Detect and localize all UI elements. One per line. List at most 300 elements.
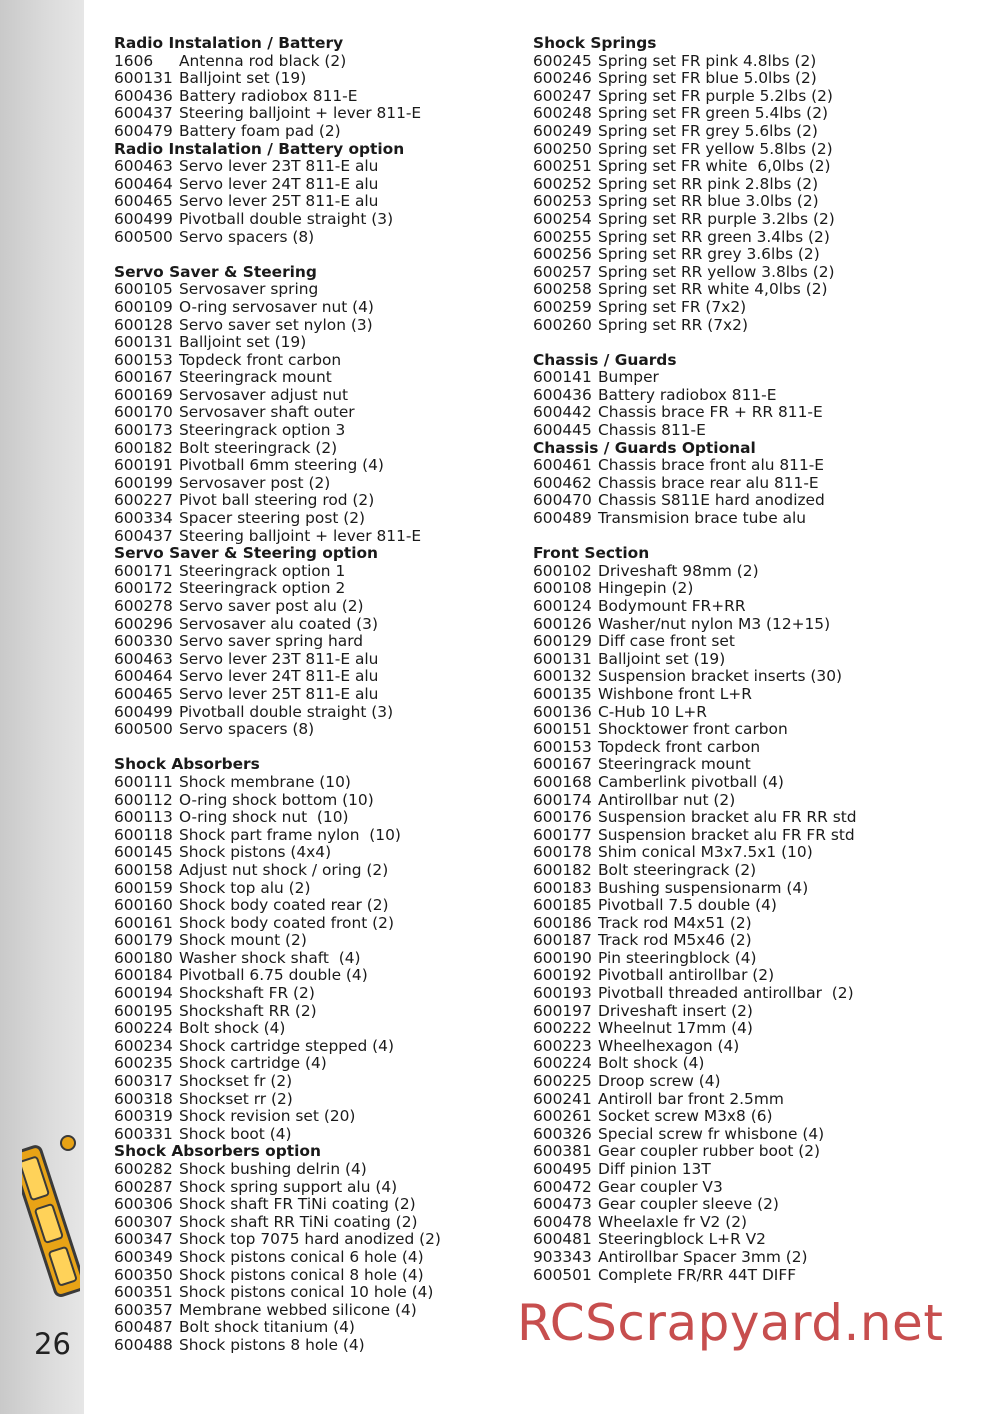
part-number: 600296 (114, 614, 173, 633)
part-description: Spring set RR white 4,0lbs (2) (598, 280, 828, 299)
part-number: 600500 (114, 720, 173, 739)
part-number: 600261 (533, 1107, 592, 1126)
part-number: 600499 (114, 209, 173, 228)
part-row (114, 176, 524, 194)
part-description: Spacer steering post (2) (179, 509, 366, 528)
part-number: 600249 (533, 121, 592, 140)
part-row (533, 1267, 973, 1285)
part-number: 600254 (533, 209, 592, 228)
part-number: 600124 (533, 597, 592, 615)
part-row (114, 457, 524, 475)
part-number: 600351 (114, 1283, 173, 1302)
part-description: Driveshaft insert (2) (598, 1001, 753, 1020)
part-row (533, 53, 973, 71)
part-description: Shock cartridge (4) (179, 1054, 327, 1073)
part-row (533, 510, 973, 528)
part-number: 600488 (114, 1335, 173, 1354)
part-description: Shock membrane (10) (179, 772, 351, 791)
part-row (533, 880, 973, 898)
part-description: Track rod M4x51 (2) (598, 913, 752, 932)
part-row (114, 1108, 524, 1126)
part-row (114, 369, 524, 387)
part-description: Servosaver spring (179, 280, 319, 299)
part-number: 600128 (114, 315, 173, 334)
part-number: 600445 (533, 421, 592, 440)
part-row (533, 915, 973, 933)
part-description: Washer shock shaft (4) (179, 948, 361, 967)
part-row (533, 1231, 973, 1249)
part-row (114, 827, 524, 845)
part-description: Bushing suspensionarm (4) (598, 878, 809, 897)
part-row (114, 985, 524, 1003)
part-row (533, 862, 973, 880)
part-row (114, 862, 524, 880)
part-row (533, 141, 973, 159)
part-description: Spring set RR grey 3.6lbs (2) (598, 245, 820, 264)
part-number: 903343 (533, 1247, 592, 1266)
part-row (533, 246, 973, 264)
part-row (114, 1020, 524, 1038)
part-row (114, 510, 524, 528)
part-number: 600317 (114, 1072, 173, 1091)
part-number: 600108 (533, 579, 592, 598)
part-number: 600197 (533, 1001, 592, 1020)
part-number: 600479 (114, 121, 173, 140)
part-row (533, 1073, 973, 1091)
part-row (114, 404, 524, 422)
part-row (533, 193, 973, 211)
page-sidebar (0, 0, 84, 1414)
part-description: Servosaver alu coated (3) (179, 614, 378, 633)
part-number: 600174 (533, 790, 592, 809)
part-row (533, 70, 973, 88)
part-description: Spring set RR (7x2) (598, 315, 748, 334)
part-number: 600109 (114, 297, 173, 316)
part-row (533, 1249, 973, 1267)
part-description: Spring set RR pink 2.8lbs (2) (598, 174, 819, 193)
part-description: Pivotball 6.75 double (4) (179, 966, 368, 985)
part-description: Shock pistons (4x4) (179, 843, 332, 862)
part-number: 600307 (114, 1212, 173, 1231)
part-description: Pivotball double straight (3) (179, 702, 394, 721)
part-number: 600326 (533, 1124, 592, 1143)
part-row (533, 1003, 973, 1021)
part-row (533, 809, 973, 827)
part-description: Pivotball threaded antirollbar (2) (598, 984, 854, 1003)
part-description: Pivotball double straight (3) (179, 209, 394, 228)
part-description: Battery foam pad (2) (179, 121, 341, 140)
part-number: 600253 (533, 192, 592, 211)
part-description: Antenna rod black (2) (179, 51, 347, 70)
part-number: 600437 (114, 526, 173, 545)
part-row (114, 915, 524, 933)
part-row (533, 633, 973, 651)
section-heading: Shock Absorbers option (114, 1142, 321, 1161)
part-description: Shock pistons conical 8 hole (4) (179, 1265, 424, 1284)
part-number: 600161 (114, 913, 173, 932)
part-number: 600224 (114, 1019, 173, 1038)
section-heading: Servo Saver & Steering option (114, 544, 379, 563)
part-description: Special screw fr whisbone (4) (598, 1124, 825, 1143)
part-number: 600194 (114, 984, 173, 1003)
part-number: 600319 (114, 1107, 173, 1126)
part-description: Spring set FR white 6,0lbs (2) (598, 157, 831, 176)
part-number: 600199 (114, 473, 173, 492)
part-number: 600178 (533, 843, 592, 862)
part-description: Steeringrack mount (598, 755, 751, 774)
part-row (114, 123, 524, 141)
part-row (114, 158, 524, 176)
part-number: 600260 (533, 315, 592, 334)
part-row (533, 492, 973, 510)
part-description: Antirollbar Spacer 3mm (2) (598, 1247, 808, 1266)
part-description: Spring set FR purple 5.2lbs (2) (598, 86, 833, 105)
part-number: 600192 (533, 966, 592, 985)
part-description: Spring set RR purple 3.2lbs (2) (598, 209, 835, 228)
part-number: 600158 (114, 860, 173, 879)
part-number: 600160 (114, 896, 173, 915)
part-row (114, 1161, 524, 1179)
part-description: Servo saver post alu (2) (179, 597, 364, 615)
part-number: 600235 (114, 1054, 173, 1073)
part-row (114, 299, 524, 317)
watermark: RCScrapyard.net (517, 1294, 944, 1352)
part-number: 600495 (533, 1160, 592, 1178)
part-row (533, 229, 973, 247)
section-heading: Radio Instalation / Battery (114, 34, 344, 52)
part-row (533, 387, 973, 405)
part-row (114, 563, 524, 581)
part-row (533, 1143, 973, 1161)
part-description: Topdeck front carbon (598, 737, 761, 756)
part-number: 600153 (533, 737, 592, 756)
part-row (114, 352, 524, 370)
part-number: 600499 (114, 702, 173, 721)
part-description: Servosaver post (2) (179, 473, 331, 492)
part-number: 600234 (114, 1036, 173, 1055)
part-number: 600248 (533, 104, 592, 123)
part-row (533, 616, 973, 634)
part-description: Servo lever 24T 811-E alu (179, 667, 379, 686)
section-spacer (533, 528, 973, 546)
part-number: 600464 (114, 174, 173, 193)
part-row (114, 721, 524, 739)
part-number: 600112 (114, 790, 173, 809)
part-row (114, 967, 524, 985)
part-description: Suspension bracket alu FR FR std (598, 825, 855, 844)
part-description: Chassis brace rear alu 811-E (598, 473, 819, 492)
part-row (533, 422, 973, 440)
part-description: Shock part frame nylon (10) (179, 825, 401, 844)
part-number: 600172 (114, 579, 173, 598)
part-number: 600179 (114, 931, 173, 950)
part-number: 600246 (533, 69, 592, 88)
part-row (114, 1249, 524, 1267)
part-description: Servo lever 24T 811-E alu (179, 174, 379, 193)
part-number: 600252 (533, 174, 592, 193)
part-description: Bodymount FR+RR (598, 597, 746, 615)
part-description: C-Hub 10 L+R (598, 702, 707, 721)
part-number: 600224 (533, 1054, 592, 1073)
part-number: 600186 (533, 913, 592, 932)
part-description: Camberlink pivotball (4) (598, 772, 784, 791)
part-description: Servo lever 25T 811-E alu (179, 192, 379, 211)
part-row (533, 932, 973, 950)
part-row (114, 774, 524, 792)
part-description: Servo saver set nylon (3) (179, 315, 373, 334)
part-number: 600350 (114, 1265, 173, 1284)
part-description: Shock shaft FR TiNi coating (2) (179, 1195, 416, 1214)
part-row (114, 880, 524, 898)
part-number: 600145 (114, 843, 173, 862)
part-row (114, 88, 524, 106)
part-row (533, 704, 973, 722)
part-number: 600349 (114, 1247, 173, 1266)
part-description: Suspension bracket alu FR RR std (598, 808, 857, 827)
part-row (533, 651, 973, 669)
part-row (533, 1196, 973, 1214)
part-number: 600334 (114, 509, 173, 528)
part-number: 600436 (533, 385, 592, 404)
part-row (114, 844, 524, 862)
brand-logo-icon (22, 1125, 80, 1310)
part-description: Shock shaft RR TiNi coating (2) (179, 1212, 418, 1231)
part-description: Battery radiobox 811-E (179, 86, 358, 105)
part-description: Steeringrack option 1 (179, 561, 346, 580)
part-number: 600159 (114, 878, 173, 897)
part-description: Chassis S811E hard anodized (598, 491, 825, 510)
part-row (533, 1091, 973, 1109)
part-row (114, 897, 524, 915)
part-description: Spring set FR blue 5.0lbs (2) (598, 69, 817, 88)
part-description: Shock top alu (2) (179, 878, 311, 897)
part-row (114, 1214, 524, 1232)
part-number: 600141 (533, 368, 592, 387)
part-description: Servo lever 23T 811-E alu (179, 649, 379, 668)
part-row (533, 1161, 973, 1179)
part-description: Shockset fr (2) (179, 1072, 293, 1091)
part-description: Spring set FR yellow 5.8lbs (2) (598, 139, 833, 158)
part-number: 600500 (114, 227, 173, 246)
part-row (533, 264, 973, 282)
part-number: 600183 (533, 878, 592, 897)
part-description: Spring set RR green 3.4lbs (2) (598, 227, 830, 246)
part-description: Battery radiobox 811-E (598, 385, 777, 404)
part-row (114, 932, 524, 950)
part-row (533, 844, 973, 862)
part-number: 1606 (114, 51, 154, 70)
part-row (114, 1319, 524, 1337)
part-row (533, 299, 973, 317)
part-row (114, 686, 524, 704)
part-row (114, 633, 524, 651)
part-description: Shock boot (4) (179, 1124, 292, 1143)
part-number: 600176 (533, 808, 592, 827)
part-row (533, 827, 973, 845)
part-number: 600111 (114, 772, 173, 791)
part-row (533, 105, 973, 123)
part-description: Servo lever 25T 811-E alu (179, 684, 379, 703)
part-description: Steering balljoint + lever 811-E (179, 104, 422, 123)
part-description: Steeringblock L+R V2 (598, 1230, 766, 1249)
part-number: 600223 (533, 1036, 592, 1055)
part-description: Pivotball 6mm steering (4) (179, 456, 384, 475)
part-row (114, 475, 524, 493)
part-number: 600463 (114, 649, 173, 668)
part-number: 600190 (533, 948, 592, 967)
part-number: 600478 (533, 1212, 592, 1231)
part-description: Shock bushing delrin (4) (179, 1160, 367, 1178)
page-number: 26 (34, 1327, 71, 1361)
part-row (533, 686, 973, 704)
part-number: 600187 (533, 931, 592, 950)
part-row (114, 1231, 524, 1249)
part-number: 600278 (114, 597, 173, 615)
part-description: Transmision brace tube alu (598, 509, 807, 528)
part-row (114, 211, 524, 229)
part-row (114, 616, 524, 634)
section-heading: Chassis / Guards Optional (533, 438, 756, 457)
part-row (533, 1020, 973, 1038)
part-number: 600227 (114, 491, 173, 510)
part-number: 600105 (114, 280, 173, 299)
part-row (114, 792, 524, 810)
part-row (114, 1055, 524, 1073)
part-description: Complete FR/RR 44T DIFF (598, 1265, 797, 1284)
part-description: Gear coupler V3 (598, 1177, 723, 1196)
part-row (533, 317, 973, 335)
part-description: Servo lever 23T 811-E alu (179, 157, 379, 176)
part-row (533, 756, 973, 774)
part-description: Shock body coated front (2) (179, 913, 394, 932)
part-description: Chassis brace FR + RR 811-E (598, 403, 823, 422)
part-row (533, 668, 973, 686)
part-description: Chassis 811-E (598, 421, 706, 440)
part-number: 600153 (114, 350, 173, 369)
part-number: 600131 (114, 333, 173, 352)
part-number: 600132 (533, 667, 592, 686)
part-number: 600287 (114, 1177, 173, 1196)
part-row (533, 281, 973, 299)
part-description: Shock mount (2) (179, 931, 307, 950)
part-row (114, 1003, 524, 1021)
part-description: Shock top 7075 hard anodized (2) (179, 1230, 441, 1249)
part-description: Spring set FR grey 5.6lbs (2) (598, 121, 818, 140)
part-number: 600169 (114, 385, 173, 404)
part-description: Pin steeringblock (4) (598, 948, 757, 967)
part-row (114, 70, 524, 88)
part-number: 600245 (533, 51, 592, 70)
part-number: 600357 (114, 1300, 173, 1319)
part-number: 600462 (533, 473, 592, 492)
part-number: 600102 (533, 561, 592, 580)
part-description: Shock pistons 8 hole (4) (179, 1335, 365, 1354)
part-row (114, 651, 524, 669)
part-row (533, 580, 973, 598)
part-description: Hingepin (2) (598, 579, 694, 598)
part-description: Shock pistons conical 10 hole (4) (179, 1283, 434, 1302)
section-spacer (114, 246, 524, 264)
part-number: 600257 (533, 262, 592, 281)
part-description: Bolt steeringrack (2) (179, 438, 338, 457)
part-description: Bolt steeringrack (2) (598, 860, 757, 879)
part-number: 600331 (114, 1124, 173, 1143)
part-number: 600259 (533, 297, 592, 316)
part-description: Servosaver adjust nut (179, 385, 349, 404)
part-row (114, 1091, 524, 1109)
part-row (114, 1196, 524, 1214)
part-number: 600182 (114, 438, 173, 457)
part-description: Topdeck front carbon (179, 350, 342, 369)
part-row (114, 1267, 524, 1285)
section-spacer (533, 334, 973, 352)
part-description: Antirollbar nut (2) (598, 790, 736, 809)
part-description: Servo saver spring hard (179, 632, 364, 651)
part-row (114, 1038, 524, 1056)
part-row (114, 193, 524, 211)
part-description: Bolt shock titanium (4) (179, 1318, 355, 1337)
part-number: 600247 (533, 86, 592, 105)
part-row (114, 1302, 524, 1320)
part-number: 600193 (533, 984, 592, 1003)
part-description: O-ring shock bottom (10) (179, 790, 374, 809)
part-description: Spring set FR green 5.4lbs (2) (598, 104, 828, 123)
part-number: 600255 (533, 227, 592, 246)
part-description: Balljoint set (19) (179, 333, 307, 352)
part-description: Bolt shock (4) (179, 1019, 286, 1038)
part-description: Balljoint set (19) (179, 69, 307, 88)
part-number: 600167 (533, 755, 592, 774)
part-description: Shockset rr (2) (179, 1089, 293, 1108)
part-row (533, 123, 973, 141)
part-number: 600168 (533, 772, 592, 791)
part-number: 600135 (533, 684, 592, 703)
part-description: Shock body coated rear (2) (179, 896, 389, 915)
part-number: 600225 (533, 1072, 592, 1091)
section-heading: Shock Absorbers (114, 755, 260, 774)
part-row (114, 317, 524, 335)
part-description: Spring set RR yellow 3.8lbs (2) (598, 262, 835, 281)
part-number: 600131 (114, 69, 173, 88)
part-number: 600481 (533, 1230, 592, 1249)
part-number: 600464 (114, 667, 173, 686)
part-number: 600473 (533, 1195, 592, 1214)
parts-column-left (114, 35, 524, 1355)
part-description: Steeringrack option 2 (179, 579, 346, 598)
part-description: Wheelaxle fr V2 (2) (598, 1212, 748, 1231)
part-description: Wishbone front L+R (598, 684, 752, 703)
part-number: 600195 (114, 1001, 173, 1020)
part-number: 600131 (533, 649, 592, 668)
part-number: 600250 (533, 139, 592, 158)
part-description: Membrane webbed silicone (4) (179, 1300, 417, 1319)
part-row (114, 229, 524, 247)
part-description: Shim conical M3x7.5x1 (10) (598, 843, 813, 862)
part-row (114, 668, 524, 686)
parts-column-right (533, 35, 973, 1284)
part-number: 600129 (533, 632, 592, 651)
part-row (533, 176, 973, 194)
part-description: Pivotball antirollbar (2) (598, 966, 775, 985)
part-description: Socket screw M3x8 (6) (598, 1107, 773, 1126)
part-row (114, 809, 524, 827)
part-row (533, 739, 973, 757)
part-row (533, 369, 973, 387)
part-number: 600489 (533, 509, 592, 528)
part-description: Servosaver shaft outer (179, 403, 355, 422)
part-row (533, 950, 973, 968)
part-row (114, 580, 524, 598)
